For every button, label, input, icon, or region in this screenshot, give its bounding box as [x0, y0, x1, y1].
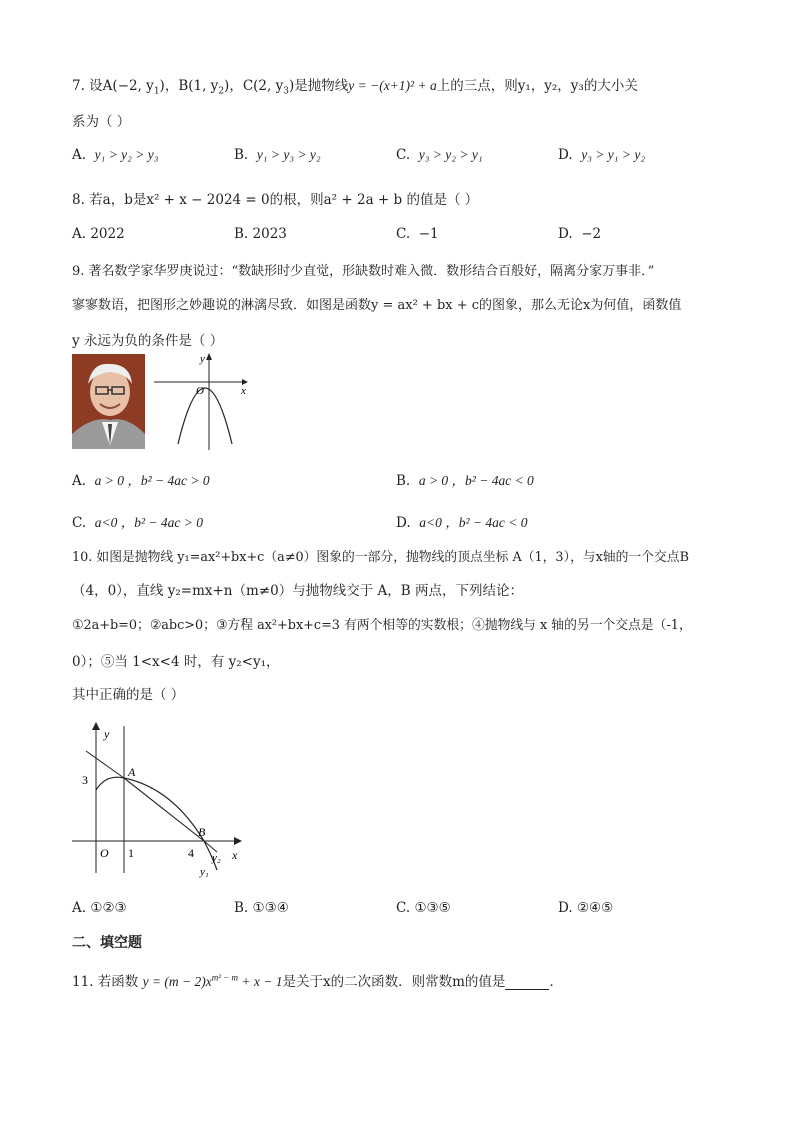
q11-stem: [72, 970, 563, 990]
q9-option-b-label: B.: [396, 473, 411, 489]
q10-line-3: ①2a+b=0；②abc>0；③方程 ax²+bx+c=3 有两个相等的实数根；④抛物线与 x 轴的另一个交点是（-1，: [72, 618, 692, 633]
q7-sub-3: 3: [283, 86, 289, 97]
q7-option-a: [72, 147, 158, 163]
q7-stem: [72, 74, 638, 97]
q9-option-c: [72, 511, 203, 531]
q8-stem: 8. 若a，b是x² + x − 2024 = 0的根，则a² + 2a + b 的值是（ ）: [72, 192, 479, 208]
q9-option-b-text: a > 0 ，b² − 4ac < 0: [418, 473, 534, 488]
q10-label-y2: y₂: [212, 852, 221, 864]
q10-label-b: B: [198, 825, 206, 839]
q9-y-arrow-icon: [206, 353, 212, 360]
q10-option-b-label: B.: [234, 900, 249, 916]
q10-label-a: A: [128, 765, 136, 779]
q7-option-a-label: A.: [72, 147, 87, 163]
q9-line-1: 9. 著名数学家华罗庚说过：“数缺形时少直觉，形缺数时难入微．数形结合百般好，隔离分家万事非．”: [72, 264, 655, 279]
q10-graph: [72, 718, 252, 878]
q10-line-y2-left: [86, 751, 124, 778]
q7-formula: y = −(x+1)² + a: [348, 78, 437, 93]
q9-option-a-text: a > 0 ，b² − 4ac > 0: [94, 473, 210, 488]
q8-option-c-label: C.: [396, 226, 411, 242]
q7-option-c-label: C.: [396, 147, 411, 163]
q7-stem-g: )是抛物线: [288, 78, 349, 94]
q7-stem-a: 7. 设A(−2, y: [72, 78, 154, 94]
q8-option-c-text: −1: [418, 226, 439, 242]
q7-sub-1: 1: [153, 86, 160, 97]
q9-option-d-text: a<0 ，b² − 4ac < 0: [419, 515, 528, 530]
q10-option-a: [72, 900, 127, 916]
q10-line-4: 0）；⑤当 1<x<4 时，有 y₂<y₁，: [72, 654, 280, 670]
q7-stem-c: )，B(1, y: [159, 78, 219, 94]
q9-parabola-graph: [150, 350, 255, 455]
q10-option-a-text: ①②③: [90, 900, 127, 916]
q9-option-a: [72, 469, 210, 489]
q8-option-d-label: D.: [558, 226, 573, 242]
q11-stem-c: ．: [549, 974, 563, 990]
q9-line-3: y 永远为负的条件是（ ）: [72, 333, 224, 349]
q9-parabola-curve: [178, 388, 232, 444]
q8-option-a-label: A.: [72, 226, 87, 242]
q10-label-y1: y₁: [200, 866, 209, 878]
q7-stem-e: )，C(2, y: [224, 78, 284, 94]
q7-option-b-text: y₁ > y₃ > y₂: [256, 147, 321, 162]
q8-option-d: [558, 226, 601, 242]
q9-option-d: [396, 511, 527, 531]
q11-answer-blank[interactable]: [505, 975, 549, 990]
q10-line-2: （4，0），直线 y₂=mx+n（m≠0）与抛物线交于 A，B 两点，下列结论：: [72, 583, 523, 599]
q10-y-arrow-icon: [92, 722, 100, 730]
q10-option-c: [396, 900, 451, 916]
q10-x-arrow-icon: [234, 837, 242, 845]
q9-line-2: 寥寥数语，把图形之妙趣说的淋漓尽致．如图是函数y = ax² + bx + c的图象，那么无论x为何值，函数值: [72, 298, 682, 313]
q11-stem-b: 是关于x的二次函数．则常数m的值是: [282, 974, 506, 990]
q7-option-b: [234, 147, 321, 163]
q10-label-x: x: [232, 848, 238, 862]
q7-option-d-label: D.: [558, 147, 573, 163]
q8-option-d-text: −2: [581, 226, 602, 242]
q10-label-4: 4: [188, 846, 194, 860]
q10-line-5: 其中正确的是（ ）: [72, 687, 185, 703]
section-title-fill-in: 二、填空题: [72, 935, 142, 951]
q10-label-3: 3: [82, 773, 88, 787]
q7-option-b-label: B.: [234, 147, 249, 163]
q10-line-1: 10. 如图是抛物线 y₁=ax²+bx+c（a≠0）图象的一部分，抛物线的顶点坐标 A（1，3），与x轴的一个交点B: [72, 550, 689, 565]
q11-stem-a: 11. 若函数: [72, 974, 139, 990]
q10-option-d: [558, 900, 613, 916]
q11-formula: y = (m − 2)x: [142, 974, 212, 989]
q9-option-a-label: A.: [72, 473, 87, 489]
q10-parabola-y1: [96, 777, 217, 870]
q9-label-y: y: [200, 353, 205, 365]
q10-option-a-label: A.: [72, 900, 87, 916]
q7-option-d: [558, 147, 645, 163]
q9-label-x: x: [241, 385, 246, 397]
q7-stem-h: 上的三点，则y₁，y₂，y₃的大小关: [436, 78, 638, 94]
q9-label-o: O: [196, 385, 204, 397]
q11-exponent: m² − m: [211, 972, 239, 983]
q10-option-c-label: C.: [396, 900, 411, 916]
q10-option-d-label: D.: [558, 900, 573, 916]
q7-option-c: [396, 147, 483, 163]
q10-line-y2: [124, 778, 204, 841]
q10-label-y: y: [104, 727, 110, 741]
q8-option-c: [396, 226, 439, 242]
q8-option-a-text: 2022: [90, 226, 125, 242]
portrait-photo: [72, 354, 145, 449]
q7-stem-cont: 系为（ ）: [72, 114, 131, 130]
q7-sub-2: 2: [218, 86, 225, 97]
q7-option-c-text: y₃ > y₂ > y₁: [418, 147, 483, 162]
q10-label-o: O: [100, 846, 109, 860]
q10-line-y2-right: [204, 841, 217, 852]
q8-option-b-label: B.: [234, 226, 249, 242]
q9-option-b: [396, 469, 534, 489]
q7-option-a-text: y₁ > y₂ > y₃: [94, 147, 159, 162]
q9-option-d-label: D.: [396, 515, 411, 531]
q10-option-c-text: ①③⑤: [414, 900, 451, 916]
q10-option-d-text: ②④⑤: [576, 900, 614, 916]
q8-option-b-text: 2023: [252, 226, 287, 242]
q9-option-c-text: a<0 ，b² − 4ac > 0: [94, 515, 203, 530]
q10-option-b-text: ①③④: [252, 900, 289, 916]
q11-formula-b: + x − 1: [238, 974, 283, 989]
q10-option-b: [234, 900, 289, 916]
q9-option-c-label: C.: [72, 515, 87, 531]
q8-option-b: [234, 226, 287, 242]
q7-option-d-text: y₃ > y₁ > y₂: [581, 147, 646, 162]
q10-label-1: 1: [128, 846, 134, 860]
q8-option-a: [72, 226, 125, 242]
